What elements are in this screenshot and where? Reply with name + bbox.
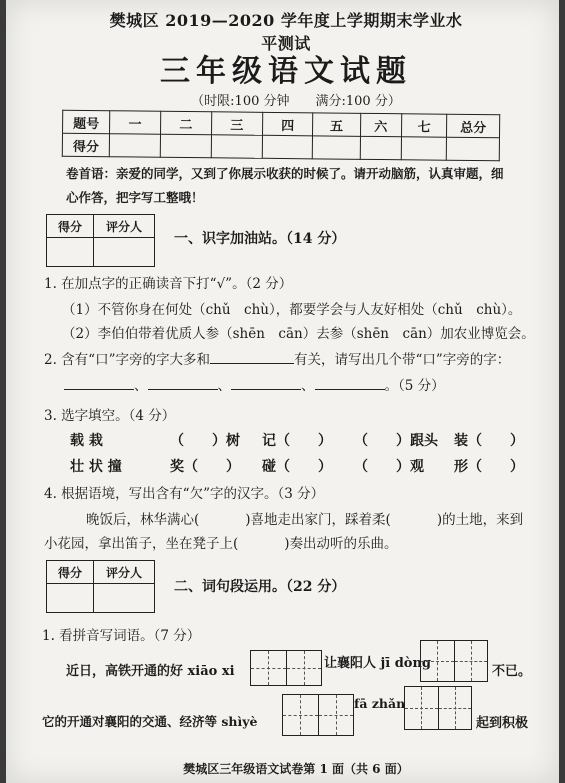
question-text: )的土地，来到	[436, 512, 524, 528]
choice-chars: 壮 状 撞	[70, 459, 122, 475]
grader-score-label: 得分	[47, 561, 94, 584]
grader-score-cell[interactable]	[47, 584, 94, 613]
separator: 、	[301, 378, 315, 394]
question-text: fā zhǎn	[354, 696, 406, 711]
score-input-cell[interactable]	[446, 137, 499, 161]
score-table-cell: 得分	[62, 133, 109, 156]
question-text: 它的开通对襄阳的交通、经济等 shìyè	[42, 714, 258, 729]
choice-row	[70, 430, 524, 450]
separator: 、	[217, 378, 231, 394]
score-input-cell[interactable]	[313, 136, 360, 159]
grader-box	[46, 560, 155, 613]
answer-blank[interactable]	[210, 349, 294, 364]
score-input-cell[interactable]	[360, 136, 402, 159]
choice-blank[interactable]: （ ）观	[354, 459, 424, 475]
choice-blank[interactable]: （ ）树	[170, 433, 240, 449]
page-footer: 樊城区三年级语文试卷第 1 面（共 6 面）	[183, 762, 409, 776]
exam-name: 樊城区 2019—2020 学年度上学期期末学业水平测试	[109, 11, 463, 53]
answer-blank[interactable]	[148, 375, 218, 390]
page-title: 三年级语文试题	[160, 54, 412, 89]
grader-box	[46, 214, 155, 267]
pinyin-answer-grid[interactable]	[282, 694, 354, 736]
question-line	[86, 508, 523, 528]
score-table-score-row	[62, 133, 499, 161]
question-stem: 1. 看拼音写词语。（7 分）	[42, 628, 201, 644]
pinyin-answer-grid[interactable]	[250, 650, 322, 686]
section-title: 一、识字加油站。（14 分）	[174, 231, 346, 247]
score-input-cell[interactable]	[109, 134, 160, 158]
score-table-cell: 五	[313, 113, 360, 136]
question-text: )喜地走出家门，踩着柔(	[245, 512, 391, 528]
choice-blank[interactable]: 奖（ ）	[170, 459, 240, 475]
choice-blank[interactable]: （ ）跟头	[354, 433, 438, 449]
grader-score-label: 得分	[47, 215, 94, 238]
separator: 、	[134, 378, 148, 394]
question-line: （1）不管你身在何处（chǔ chù），都要学会与人友好相处（chǔ chù）。	[62, 302, 522, 318]
score-table-cell: 二	[160, 111, 211, 135]
choice-row	[70, 456, 524, 476]
question-stem: 4. 根据语境，写出含有“欠”字的汉字。（3 分）	[44, 486, 325, 502]
question-stem: 1. 在加点字的正确读音下打“√”。（2 分）	[44, 276, 293, 292]
question-text: 有关，请写出几个带“口”字旁的字：	[293, 352, 511, 368]
answer-blank[interactable]	[64, 375, 134, 390]
question-text: 2. 含有“口”字旁的字大多和	[44, 352, 210, 368]
question-text: 起到积极	[476, 716, 529, 731]
question-stem: 3. 选字填空。（4 分）	[44, 408, 176, 424]
grader-name-label: 评分人	[94, 561, 155, 584]
score-table-cell: 四	[262, 112, 313, 136]
score-input-cell[interactable]	[211, 135, 262, 159]
score-table-cell: 六	[360, 113, 402, 136]
choice-blank[interactable]: 装（ ）	[454, 433, 524, 449]
answer-line	[64, 374, 445, 394]
score-table-cell: 总分	[447, 114, 500, 138]
question-text: 。（5 分）	[384, 378, 445, 394]
answer-blank[interactable]	[315, 375, 385, 390]
question-text: 让襄阳人 jī dòng	[324, 656, 431, 671]
question-text: )奏出动听的乐曲。	[284, 536, 398, 552]
grader-score-cell[interactable]	[47, 238, 94, 267]
score-input-cell[interactable]	[160, 134, 211, 158]
choice-chars: 载 栽	[70, 433, 103, 449]
question-text: 小花园，拿出笛子，坐在凳子上(	[44, 536, 239, 552]
question-text: 不已。	[492, 664, 532, 679]
grader-name-label: 评分人	[94, 215, 155, 238]
answer-blank[interactable]	[231, 375, 301, 390]
score-input-cell[interactable]	[401, 137, 446, 160]
pinyin-answer-grid[interactable]	[404, 686, 472, 730]
score-input-cell[interactable]	[262, 135, 313, 159]
choice-blank[interactable]: 记（ ）	[262, 433, 332, 449]
time-limit: （时限:100 分钟 满分:100 分）	[191, 94, 401, 109]
score-table-cell: 题号	[63, 110, 110, 133]
choice-blank[interactable]: 形（ ）	[454, 459, 524, 475]
exam-paper	[6, 0, 559, 783]
question-stem	[44, 348, 510, 368]
preface: 卷首语：亲爱的同学，又到了你展示收获的时候了。请开动脑筋，认真审题，细心作答，把字写工整哦！	[66, 166, 504, 205]
question-line	[44, 532, 398, 552]
grader-name-cell[interactable]	[94, 238, 155, 267]
pinyin-answer-grid[interactable]	[420, 640, 488, 682]
question-line: （2）李伯伯带着优质人参（shēn cān）去参（shēn cān）加农业博览会。	[62, 326, 535, 342]
question-text: 晚饭后，林华满心(	[86, 512, 200, 528]
choice-blank[interactable]: 碰（ ）	[262, 459, 332, 475]
question-text: 近日，高铁开通的好 xiāo xi	[66, 664, 235, 679]
score-table-cell: 一	[110, 111, 161, 135]
score-table-cell: 三	[211, 112, 262, 136]
score-table-cell: 七	[401, 114, 446, 137]
section-title: 二、词句段运用。（22 分）	[174, 579, 346, 595]
score-table	[62, 110, 500, 162]
grader-name-cell[interactable]	[94, 584, 155, 613]
